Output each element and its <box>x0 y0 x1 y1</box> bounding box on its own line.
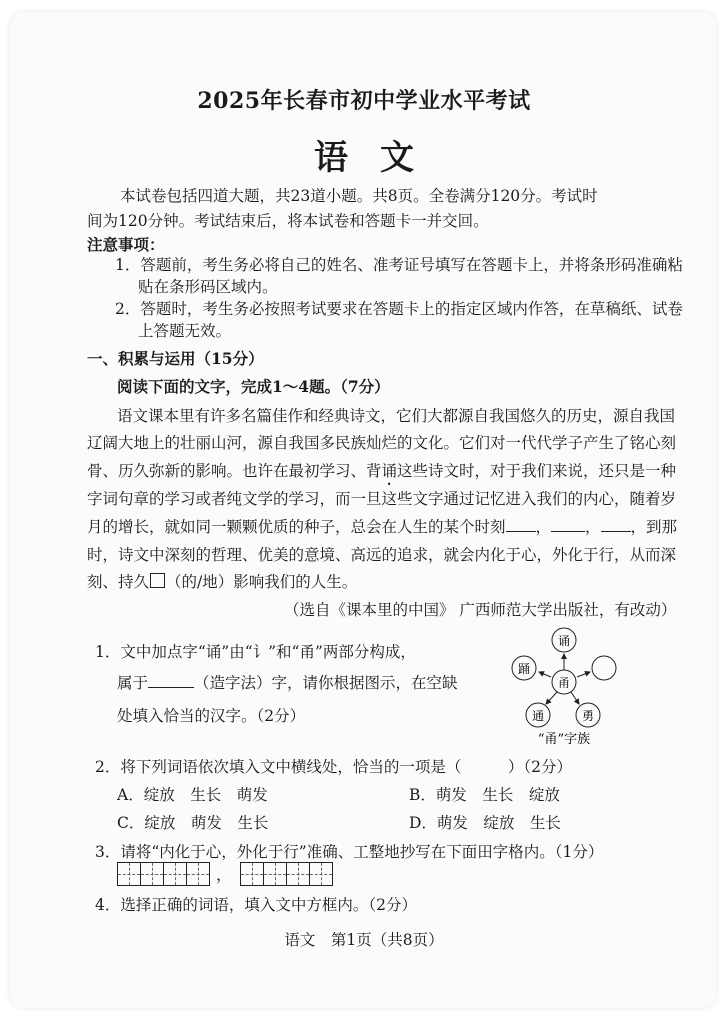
fill-in-box[interactable] <box>150 573 165 588</box>
page-footer: 语文 第1页（共8页） <box>284 931 444 949</box>
passage-source: （选自《课本里的中国》 广西师范大学出版社，有改动） <box>284 601 677 619</box>
q1-line-2-a: 属于 <box>117 674 149 692</box>
tianzige-cell[interactable] <box>263 862 287 886</box>
tianzige-cell[interactable] <box>117 862 141 886</box>
passage-line-4: 字词句章的学习或者纯文学的学习，而一旦这些文字通过记忆进入我们的内心，随着岁 <box>87 490 677 508</box>
blank-sep-1: ， <box>535 518 552 536</box>
bottom-left-char: 通 <box>531 709 545 723</box>
passage-line-6: 时，诗文中深刻的哲理、优美的意境、高远的追求，就会内化于心，外化于行，从而深 <box>87 546 677 564</box>
left-char: 踊 <box>517 662 531 676</box>
tianzige-cell[interactable] <box>286 862 310 886</box>
passage-line-3-a: 骨、历久弥新的影响。也许在最初学习、背 <box>87 462 382 480</box>
q2-option-a[interactable]: A．绽放 生长 萌发 <box>117 786 268 804</box>
passage-line-2: 辽阔大地上的壮丽山河，源自我国多民族灿烂的文化。它们对一代代学子产生了铭心刻 <box>87 434 677 452</box>
bottom-right-char: 勇 <box>581 709 595 723</box>
diagram-caption: “甬”字族 <box>537 732 591 747</box>
notes-heading: 注意事项： <box>87 235 165 254</box>
q4-stem: 4．选择正确的词语，填入文中方框内。（2分） <box>95 896 417 914</box>
passage-line-3-b: 这些诗文时，对于我们来说，还只是一种 <box>397 462 677 480</box>
passage-line-5-a: 月的增长，就如同一颗颗优质的种子，总会在人生的某个时刻 <box>87 518 506 536</box>
tianzige-separator: ， <box>216 865 233 884</box>
note-1-line-1: 1．答题前，考生务必将自己的姓名、准考证号填写在答题卡上，并将条形码准确粘 <box>115 256 683 274</box>
q2-option-d[interactable]: D．萌发 绽放 生长 <box>409 814 561 832</box>
passage-line-1: 语文课本里有许多名篇佳作和经典诗文，它们大都源自我国悠久的历史，源自我国 <box>117 407 676 425</box>
exam-title: 2025年长春市初中学业水平考试 <box>197 88 531 114</box>
q1-line-1: 1．文中加点字“诵”由“讠”和“甬”两部分构成， <box>95 643 416 661</box>
blank-2[interactable] <box>551 517 585 532</box>
q1-blank[interactable] <box>148 673 194 688</box>
right-circle-empty[interactable] <box>592 656 616 680</box>
q2-option-b[interactable]: B．萌发 生长 绽放 <box>409 786 560 804</box>
passage-line-7-b: （的/地）影响我们的人生。 <box>166 573 358 591</box>
passage-line-5 <box>87 515 677 537</box>
q2-option-c[interactable]: C．绽放 萌发 生长 <box>117 814 269 832</box>
tianzige-group-1 <box>117 862 210 886</box>
passage-line-5-b: ，到那 <box>630 518 678 536</box>
dotted-char-song: 诵 <box>381 462 398 480</box>
tianzige-group-2 <box>240 862 333 886</box>
yong-character-diagram <box>500 622 630 752</box>
q1-line-3: 处填入恰当的汉字。（2分） <box>117 707 306 725</box>
arrow-left <box>539 672 551 677</box>
section-1-heading: 一、积累与运用（15分） <box>87 349 264 368</box>
arrow-bottom-left <box>546 692 557 704</box>
arrow-right <box>577 672 590 677</box>
intro-line-2: 间为120分钟。考试结束后，将本试卷和答题卡一并交回。 <box>87 212 489 230</box>
note-2-line-1: 2．答题时，考生务必按照考试要求在答题卡上的指定区域内作答，在草稿纸、试卷 <box>115 300 683 318</box>
q1-line-2 <box>117 671 458 693</box>
note-1-line-2: 贴在条形码区域内。 <box>138 278 278 296</box>
q1-line-2-b: （造字法）字，请你根据图示，在空缺 <box>194 674 458 692</box>
arrow-bottom-right <box>571 692 579 704</box>
tianzige-cell[interactable] <box>163 862 187 886</box>
note-2-line-2: 上答题无效。 <box>138 322 232 340</box>
tianzige-cell[interactable] <box>186 862 210 886</box>
subject-title: 语文 <box>314 138 446 178</box>
section-1-instruction: 阅读下面的文字，完成1～4题。（7分） <box>117 377 390 396</box>
passage-line-7 <box>87 570 357 592</box>
intro-line-1: 本试卷包括四道大题，共23道小题。共8页。全卷满分120分。考试时 <box>120 187 598 205</box>
blank-3[interactable] <box>601 517 631 532</box>
tianzige-cell[interactable] <box>240 862 264 886</box>
q3-stem: 3．请将“内化于心，外化于行”准确、工整地抄写在下面田字格内。（1分） <box>95 843 604 861</box>
passage-line-3 <box>87 459 676 489</box>
top-char: 诵 <box>557 634 571 648</box>
passage-line-7-a: 刻、持久 <box>87 573 150 591</box>
center-char: 甬 <box>557 676 571 690</box>
q2-stem: 2．将下列词语依次填入文中横线处，恰当的一项是（ ）（2分） <box>95 758 572 776</box>
tianzige-cell[interactable] <box>140 862 164 886</box>
tianzige-cell[interactable] <box>309 862 333 886</box>
blank-1[interactable] <box>506 517 536 532</box>
blank-sep-2: ， <box>585 518 601 536</box>
